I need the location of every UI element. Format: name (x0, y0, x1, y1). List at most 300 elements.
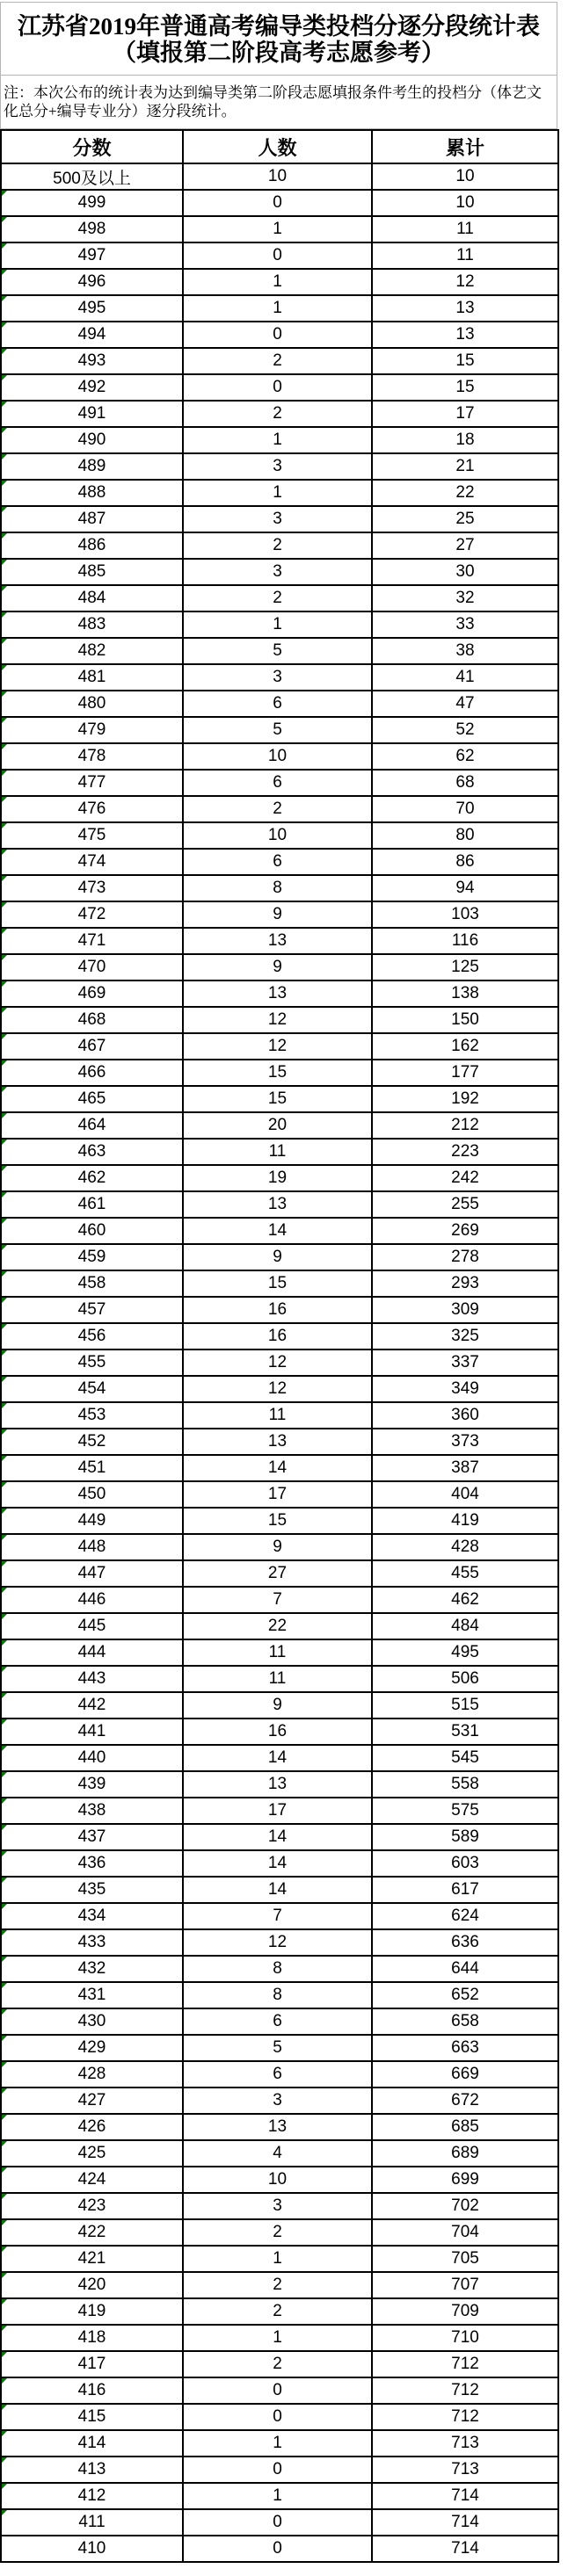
count-cell (183, 1350, 372, 1376)
table-row (1, 1455, 558, 1481)
table-row (1, 2483, 558, 2509)
score-cell-value: 416 (77, 2381, 106, 2399)
count-cell-value: 22 (267, 1617, 288, 1635)
cell-corner-marker-icon (2, 1509, 7, 1514)
score-cell-value: 420 (77, 2276, 106, 2294)
cumulative-cell-value: 714 (451, 2486, 479, 2505)
count-cell (183, 348, 372, 374)
cumulative-cell (372, 374, 558, 401)
count-cell (183, 1139, 372, 1165)
cumulative-cell-value: 558 (451, 1775, 479, 1793)
table-row (1, 1956, 558, 1982)
table-header-row (1, 130, 558, 163)
cumulative-cell (372, 1402, 558, 1429)
table-row (1, 1613, 558, 1639)
score-cell-value: 412 (77, 2486, 106, 2505)
cumulative-cell (372, 322, 558, 348)
cumulative-cell (372, 2008, 558, 2035)
score-cell (1, 1982, 183, 2008)
table-row (1, 2167, 558, 2193)
cell-corner-marker-icon (2, 2220, 7, 2225)
cumulative-cell (372, 1534, 558, 1560)
cell-corner-marker-icon (2, 1772, 7, 1777)
cumulative-cell-value: 10 (455, 193, 475, 212)
cumulative-cell-value: 699 (451, 2170, 479, 2189)
count-cell (183, 1719, 372, 1745)
table-row (1, 1323, 558, 1350)
table-row (1, 1376, 558, 1402)
cumulative-cell-value: 17 (455, 404, 475, 423)
count-cell-value: 17 (267, 1801, 288, 1820)
score-cell (1, 2061, 183, 2088)
cumulative-cell (372, 2536, 558, 2562)
cumulative-cell (372, 427, 558, 453)
score-cell-value: 434 (77, 1907, 106, 1925)
cumulative-cell-value: 94 (455, 879, 475, 897)
table-row (1, 2272, 558, 2298)
score-cell (1, 1429, 183, 1455)
cumulative-cell (372, 1798, 558, 1824)
cumulative-cell (372, 717, 558, 743)
cumulative-cell (372, 2351, 558, 2377)
table-row (1, 2140, 558, 2167)
count-cell-value: 14 (267, 1880, 288, 1899)
score-cell (1, 1508, 183, 1534)
cell-corner-marker-icon (2, 481, 7, 486)
cumulative-cell (372, 1639, 558, 1666)
cell-corner-marker-icon (2, 1192, 7, 1198)
score-cell-value: 487 (77, 510, 106, 528)
cumulative-cell (372, 1086, 558, 1112)
count-cell (183, 1903, 372, 1929)
count-cell-value: 2 (273, 2302, 282, 2320)
cumulative-cell (372, 295, 558, 322)
count-cell (183, 1798, 372, 1824)
count-cell-value: 1 (273, 2249, 282, 2268)
cumulative-cell-value: 11 (456, 220, 474, 238)
col-header-count: 人数 (183, 130, 372, 163)
cell-corner-marker-icon (2, 296, 7, 301)
count-cell (183, 1086, 372, 1112)
table-row (1, 532, 558, 559)
cell-corner-marker-icon (2, 929, 7, 934)
cumulative-cell (372, 1956, 558, 1982)
score-cell-value: 475 (77, 826, 106, 844)
cumulative-cell-value: 705 (451, 2249, 479, 2268)
score-cell-value: 446 (77, 1590, 106, 1609)
score-cell-value: 481 (77, 668, 106, 686)
count-cell-value: 13 (267, 1775, 288, 1793)
cell-corner-marker-icon (2, 665, 7, 670)
cumulative-cell (372, 401, 558, 427)
table-row (1, 1270, 558, 1297)
table-row (1, 1745, 558, 1771)
score-cell (1, 480, 183, 506)
cell-corner-marker-icon (2, 1588, 7, 1593)
score-cell (1, 849, 183, 875)
score-cell (1, 1481, 183, 1508)
score-cell (1, 1270, 183, 1297)
count-cell (183, 2114, 372, 2140)
count-cell (183, 1956, 372, 1982)
count-cell (183, 2193, 372, 2219)
count-cell-value: 0 (273, 325, 282, 344)
count-cell-value: 2 (273, 536, 282, 554)
cumulative-cell-value: 404 (451, 1485, 479, 1503)
score-cell-value: 467 (77, 1037, 106, 1055)
cumulative-cell-value: 663 (451, 2038, 479, 2057)
count-cell-value: 13 (267, 1432, 288, 1451)
cumulative-cell (372, 1745, 558, 1771)
score-cell-value: 444 (77, 1643, 106, 1661)
cell-corner-marker-icon (2, 507, 7, 512)
score-cell-value: 419 (77, 2302, 106, 2320)
cumulative-cell-value: 62 (455, 747, 475, 765)
score-cell (1, 1033, 183, 1060)
cell-corner-marker-icon (2, 243, 7, 249)
table-row (1, 2298, 558, 2325)
cumulative-cell (372, 269, 558, 295)
cumulative-cell (372, 1007, 558, 1033)
count-cell (183, 2404, 372, 2430)
score-cell (1, 2351, 183, 2377)
table-row (1, 2061, 558, 2088)
cumulative-cell-value: 704 (451, 2223, 479, 2241)
score-cell (1, 1112, 183, 1139)
cell-corner-marker-icon (2, 955, 7, 960)
count-cell (183, 717, 372, 743)
count-cell-value: 17 (267, 1485, 288, 1503)
cumulative-cell-value: 712 (451, 2381, 479, 2399)
score-cell-value: 476 (77, 800, 106, 818)
count-cell-value: 0 (273, 193, 282, 212)
cumulative-cell (372, 1771, 558, 1798)
col-header-cumulative: 累计 (372, 130, 558, 163)
cumulative-cell-value: 223 (451, 1142, 479, 1161)
cumulative-cell (372, 1877, 558, 1903)
count-cell-value: 1 (273, 483, 282, 502)
cumulative-cell-value: 10 (455, 167, 475, 185)
count-cell-value: 1 (273, 615, 282, 633)
count-cell (183, 1191, 372, 1218)
cell-corner-marker-icon (2, 1298, 7, 1303)
cumulative-cell-value: 70 (455, 800, 475, 818)
count-cell (183, 2008, 372, 2035)
table-row (1, 2114, 558, 2140)
table-row (1, 743, 558, 770)
score-cell (1, 163, 183, 190)
score-cell (1, 2272, 183, 2298)
table-row (1, 2430, 558, 2457)
score-cell-value: 470 (77, 958, 106, 976)
score-cell (1, 1244, 183, 1270)
score-cell (1, 1165, 183, 1191)
table-row (1, 2035, 558, 2061)
score-cell (1, 1639, 183, 1666)
count-cell-value: 3 (273, 2091, 282, 2109)
cumulative-cell (372, 2061, 558, 2088)
cumulative-cell (372, 2140, 558, 2167)
score-cell-value: 425 (77, 2144, 106, 2162)
count-cell (183, 1112, 372, 1139)
count-cell (183, 2483, 372, 2509)
cumulative-cell-value: 103 (451, 905, 479, 923)
count-cell-value: 9 (273, 1696, 282, 1714)
cumulative-cell (372, 1587, 558, 1613)
cumulative-cell (372, 2272, 558, 2298)
count-cell-value: 14 (267, 1827, 288, 1846)
score-cell-value: 457 (77, 1300, 106, 1319)
cumulative-cell (372, 822, 558, 849)
score-cell-value: 415 (77, 2407, 106, 2426)
count-cell (183, 2246, 372, 2272)
score-cell-value: 456 (77, 1327, 106, 1345)
cell-corner-marker-icon (2, 454, 7, 459)
cumulative-cell (372, 743, 558, 770)
cumulative-cell-value: 47 (455, 694, 475, 713)
cumulative-cell-value: 86 (455, 852, 475, 871)
score-cell (1, 954, 183, 980)
cumulative-cell-value: 22 (455, 483, 475, 502)
cumulative-cell-value: 80 (455, 826, 475, 844)
count-cell (183, 1270, 372, 1297)
cumulative-cell-value: 38 (455, 641, 475, 660)
table-row (1, 269, 558, 295)
score-cell (1, 1666, 183, 1692)
score-cell (1, 770, 183, 796)
cumulative-cell-value: 495 (451, 1643, 479, 1661)
count-cell-value: 3 (273, 2196, 282, 2215)
score-cell (1, 427, 183, 453)
score-cell (1, 532, 183, 559)
cell-corner-marker-icon (2, 1851, 7, 1856)
table-row (1, 691, 558, 717)
score-cell (1, 875, 183, 901)
table-row (1, 322, 558, 348)
count-cell (183, 875, 372, 901)
score-cell (1, 2430, 183, 2457)
table-row (1, 1402, 558, 1429)
table-row (1, 1165, 558, 1191)
score-cell-value: 499 (77, 193, 106, 212)
count-cell (183, 1455, 372, 1481)
cumulative-cell (372, 559, 558, 585)
score-cell (1, 638, 183, 664)
cell-corner-marker-icon (2, 639, 7, 644)
score-cell (1, 743, 183, 770)
score-cell-value: 418 (77, 2328, 106, 2347)
count-cell-value: 9 (273, 1248, 282, 1266)
cumulative-cell (372, 1139, 558, 1165)
cumulative-cell-value: 685 (451, 2117, 479, 2136)
count-cell-value: 6 (273, 2065, 282, 2083)
cell-corner-marker-icon (2, 2484, 7, 2489)
cell-corner-marker-icon (2, 902, 7, 908)
table-row (1, 1297, 558, 1323)
count-cell (183, 638, 372, 664)
table-row (1, 1903, 558, 1929)
score-cell (1, 1007, 183, 1033)
count-cell (183, 822, 372, 849)
cumulative-cell-value: 68 (455, 773, 475, 792)
cell-corner-marker-icon (2, 823, 7, 829)
count-cell (183, 2061, 372, 2088)
score-cell-value: 450 (77, 1485, 106, 1503)
count-cell (183, 2325, 372, 2351)
count-cell-value: 12 (267, 1037, 288, 1055)
score-cell (1, 2298, 183, 2325)
cell-corner-marker-icon (2, 744, 7, 749)
table-row (1, 717, 558, 743)
table-row (1, 664, 558, 691)
score-cell (1, 980, 183, 1007)
score-cell-value: 424 (77, 2170, 106, 2189)
count-cell (183, 770, 372, 796)
cell-corner-marker-icon (2, 1930, 7, 1936)
score-cell (1, 2509, 183, 2536)
count-cell (183, 2377, 372, 2404)
cell-corner-marker-icon (2, 1060, 7, 1066)
score-cell-value: 441 (77, 1722, 106, 1740)
cell-corner-marker-icon (2, 2009, 7, 2015)
count-cell (183, 1824, 372, 1850)
count-cell (183, 1165, 372, 1191)
score-cell-value: 422 (77, 2223, 106, 2241)
score-cell (1, 559, 183, 585)
count-cell-value: 15 (267, 1063, 288, 1082)
cell-corner-marker-icon (2, 1034, 7, 1039)
table-row (1, 2088, 558, 2114)
cumulative-cell (372, 480, 558, 506)
count-cell (183, 2509, 372, 2536)
score-cell (1, 1745, 183, 1771)
table-row (1, 1719, 558, 1745)
score-cell (1, 717, 183, 743)
cumulative-cell-value: 52 (455, 720, 475, 739)
cumulative-cell-value: 12 (455, 272, 475, 291)
cumulative-cell (372, 585, 558, 611)
count-cell-value: 14 (267, 1748, 288, 1767)
score-cell-value: 460 (77, 1221, 106, 1240)
count-cell (183, 954, 372, 980)
cumulative-cell (372, 980, 558, 1007)
cumulative-cell-value: 714 (451, 2513, 479, 2531)
score-cell (1, 1824, 183, 1850)
cell-corner-marker-icon (2, 586, 7, 591)
score-cell (1, 2088, 183, 2114)
score-cell (1, 901, 183, 928)
score-cell-value: 423 (77, 2196, 106, 2215)
count-cell (183, 322, 372, 348)
score-cell-value: 477 (77, 773, 106, 792)
cumulative-cell (372, 2298, 558, 2325)
cumulative-cell-value: 462 (451, 1590, 479, 1609)
count-cell-value: 19 (267, 1169, 288, 1187)
count-cell (183, 506, 372, 532)
table-row (1, 638, 558, 664)
count-cell (183, 2298, 372, 2325)
score-cell-value: 492 (77, 378, 106, 396)
cell-corner-marker-icon (2, 1140, 7, 1145)
score-cell (1, 2008, 183, 2035)
cell-corner-marker-icon (2, 1166, 7, 1171)
cumulative-cell (372, 2404, 558, 2430)
table-row (1, 2404, 558, 2430)
score-cell (1, 295, 183, 322)
cell-corner-marker-icon (2, 349, 7, 354)
table-row (1, 295, 558, 322)
score-cell (1, 1139, 183, 1165)
table-row (1, 954, 558, 980)
score-table-body (1, 163, 558, 2562)
cell-corner-marker-icon (2, 2194, 7, 2199)
score-cell (1, 2377, 183, 2404)
cumulative-cell-value: 387 (451, 1458, 479, 1477)
count-cell-value: 20 (267, 1116, 288, 1134)
score-cell-value: 496 (77, 272, 106, 291)
cumulative-cell (372, 1350, 558, 1376)
cumulative-cell (372, 1429, 558, 1455)
cumulative-cell (372, 453, 558, 480)
cumulative-cell-value: 652 (451, 1986, 479, 2004)
cumulative-cell-value: 712 (451, 2355, 479, 2373)
cumulative-cell-value: 177 (451, 1063, 479, 1082)
cumulative-cell-value: 506 (451, 1669, 479, 1688)
cell-corner-marker-icon (2, 560, 7, 565)
score-cell (1, 348, 183, 374)
cumulative-cell (372, 1218, 558, 1244)
table-row (1, 770, 558, 796)
cumulative-cell (372, 928, 558, 954)
count-cell (183, 1402, 372, 1429)
score-cell (1, 1587, 183, 1613)
score-cell (1, 1850, 183, 1877)
cumulative-cell-value: 707 (451, 2276, 479, 2294)
table-row (1, 1191, 558, 1218)
cumulative-cell-value: 617 (451, 1880, 479, 1899)
count-cell-value: 11 (268, 1406, 287, 1424)
cumulative-cell-value: 278 (451, 1248, 479, 1266)
cumulative-cell (372, 1824, 558, 1850)
table-row (1, 1508, 558, 1534)
count-cell-value: 13 (267, 2117, 288, 2136)
table-row (1, 2246, 558, 2272)
count-cell (183, 980, 372, 1007)
table-row (1, 559, 558, 585)
cell-corner-marker-icon (2, 217, 7, 222)
score-cell (1, 242, 183, 269)
cumulative-cell-value: 116 (451, 931, 479, 950)
cumulative-cell-value: 33 (455, 615, 475, 633)
cell-corner-marker-icon (2, 2273, 7, 2278)
score-cell-value: 432 (77, 1959, 106, 1978)
score-cell-value: 411 (78, 2513, 106, 2531)
cumulative-cell (372, 532, 558, 559)
cumulative-cell-value: 713 (451, 2434, 479, 2452)
score-cell-value: 486 (77, 536, 106, 554)
count-cell-value: 16 (267, 1300, 288, 1319)
count-cell (183, 295, 372, 322)
score-cell (1, 2219, 183, 2246)
cumulative-cell-value: 27 (455, 536, 475, 554)
count-cell-value: 9 (273, 905, 282, 923)
count-cell (183, 664, 372, 691)
score-cell-value: 428 (77, 2065, 106, 2083)
cell-corner-marker-icon (2, 797, 7, 802)
count-cell-value: 2 (273, 2355, 282, 2373)
count-cell (183, 216, 372, 242)
table-row (1, 348, 558, 374)
